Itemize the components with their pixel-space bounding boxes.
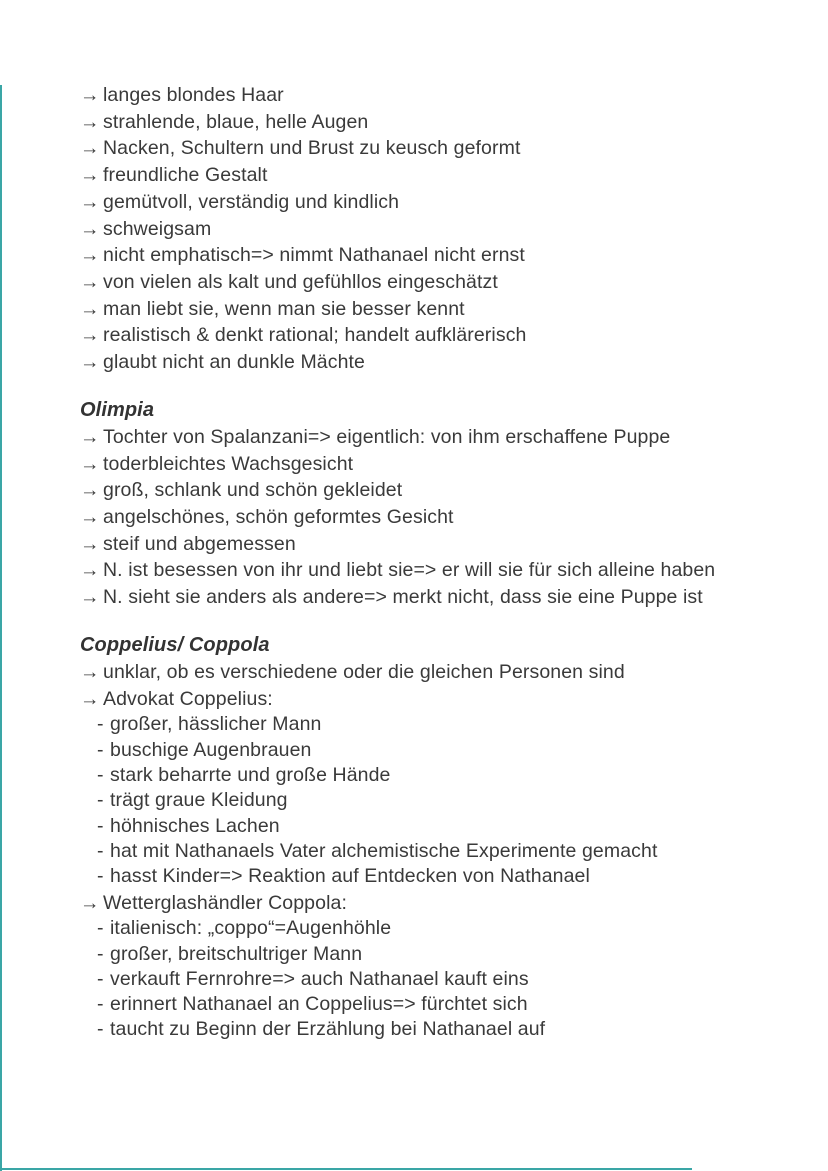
list-item [97, 814, 804, 839]
dash-marker: - [97, 764, 104, 787]
list-item [80, 189, 804, 216]
item-text: Advokat Coppelius: [103, 687, 273, 710]
item-text: strahlende, blaue, helle Augen [103, 110, 369, 133]
item-text: groß, schlank und schön gekleidet [103, 479, 403, 502]
list-item [80, 296, 804, 323]
list-item [80, 584, 804, 611]
section-title: Coppelius/ Coppola [80, 634, 270, 657]
item-text: taucht zu Beginn der Erzählung bei Nathanael auf [110, 1018, 546, 1041]
item-text: toderbleichtes Wachsgesicht [103, 452, 354, 475]
arrow-marker: → [80, 559, 100, 582]
arrow-marker: → [80, 110, 100, 133]
item-text: erinnert Nathanael an Coppelius=> fürchtet sich [110, 993, 528, 1016]
dash-marker: - [97, 967, 104, 990]
list-item [80, 242, 804, 269]
item-text: langes blondes Haar [103, 84, 284, 106]
item-text: schweigsam [103, 217, 212, 240]
item-text: N. sieht sie anders als andere=> merkt nicht, dass sie eine Puppe ist [103, 586, 703, 609]
dash-marker: - [97, 865, 104, 888]
list-item [80, 686, 804, 713]
item-text: angelschönes, schön geformtes Gesicht [103, 506, 454, 529]
list-item [97, 839, 804, 864]
notes-section [80, 632, 804, 1042]
item-text: stark beharrte und große Hände [110, 764, 391, 787]
item-text: Wetterglashändler Coppola: [103, 891, 347, 914]
list-item [80, 424, 804, 451]
list-item [80, 135, 804, 162]
arrow-marker: → [80, 479, 100, 502]
item-text: Nacken, Schultern und Brust zu keusch geformt [103, 137, 521, 160]
dash-marker: - [97, 917, 104, 940]
arrow-marker: → [80, 506, 100, 529]
list-item [80, 162, 804, 189]
arrow-marker: → [80, 351, 100, 374]
item-text: großer, breitschultriger Mann [110, 942, 363, 965]
dash-marker: - [97, 1018, 104, 1041]
arrow-marker: → [80, 137, 100, 160]
arrow-marker: → [80, 452, 100, 475]
list-item [80, 269, 804, 296]
item-text: italienisch: „coppo“=Augenhöhle [110, 917, 392, 940]
list-item [80, 557, 804, 584]
arrow-marker: → [80, 687, 100, 710]
list-item [97, 942, 804, 967]
list-item [80, 504, 804, 531]
item-text: von vielen als kalt und gefühllos eingeschätzt [103, 270, 498, 293]
list-item [97, 763, 804, 788]
item-text: höhnisches Lachen [110, 814, 280, 837]
list-item [97, 1017, 804, 1042]
dash-marker: - [97, 993, 104, 1016]
list-item [80, 322, 804, 349]
arrow-marker: → [80, 891, 100, 914]
item-text: Tochter von Spalanzani=> eigentlich: von ihm erschaffene Puppe [103, 425, 671, 448]
item-text: freundliche Gestalt [103, 164, 268, 187]
dash-marker: - [97, 839, 104, 862]
dash-marker: - [97, 713, 104, 736]
item-text: man liebt sie, wenn man sie besser kennt [103, 297, 465, 320]
dash-marker: - [97, 738, 104, 761]
dash-marker: - [97, 789, 104, 812]
item-text: N. ist besessen von ihr und liebt sie=> er will sie für sich alleine haben [103, 559, 716, 582]
list-item [80, 890, 804, 917]
list-item [97, 916, 804, 941]
arrow-marker: → [80, 164, 100, 187]
item-text: gemütvoll, verständig und kindlich [103, 190, 400, 213]
list-item [97, 712, 804, 737]
notes-section [80, 82, 804, 376]
item-text: hat mit Nathanaels Vater alchemistische Experimente gemacht [110, 839, 658, 862]
list-item [97, 788, 804, 813]
list-item [80, 477, 804, 504]
notes-content [80, 82, 804, 1043]
arrow-marker: → [80, 425, 100, 448]
item-text: steif und abgemessen [103, 532, 296, 555]
item-text: glaubt nicht an dunkle Mächte [103, 351, 365, 374]
item-text: großer, hässlicher Mann [110, 713, 322, 736]
item-text: realistisch & denkt rational; handelt aufklärerisch [103, 324, 527, 347]
list-item [80, 659, 804, 686]
list-item [97, 738, 804, 763]
list-item [80, 216, 804, 243]
item-text: trägt graue Kleidung [110, 789, 288, 812]
arrow-marker: → [80, 532, 100, 555]
arrow-marker: → [80, 586, 100, 609]
notes-section [80, 397, 804, 611]
item-text: verkauft Fernrohre=> auch Nathanael kauft eins [110, 967, 529, 990]
arrow-marker: → [80, 244, 100, 267]
dash-marker: - [97, 942, 104, 965]
arrow-marker: → [80, 661, 100, 684]
arrow-marker: → [80, 217, 100, 240]
arrow-marker: → [80, 190, 100, 213]
list-item [97, 864, 804, 889]
list-item [80, 531, 804, 558]
page-edge-line-left [0, 85, 2, 1171]
section-title: Olimpia [80, 399, 155, 422]
list-item [80, 109, 804, 136]
page-edge-line-bottom [0, 1168, 692, 1170]
arrow-marker: → [80, 84, 100, 106]
dash-marker: - [97, 814, 104, 837]
item-text: unklar, ob es verschiedene oder die gleichen Personen sind [103, 661, 625, 684]
list-item [80, 451, 804, 478]
list-item [97, 967, 804, 992]
arrow-marker: → [80, 270, 100, 293]
item-text: buschige Augenbrauen [110, 738, 312, 761]
list-item [97, 992, 804, 1017]
item-text: hasst Kinder=> Reaktion auf Entdecken von Nathanael [110, 865, 590, 888]
list-item [80, 349, 804, 376]
arrow-marker: → [80, 297, 100, 320]
arrow-marker: → [80, 324, 100, 347]
list-item [80, 82, 804, 109]
item-text: nicht emphatisch=> nimmt Nathanael nicht ernst [103, 244, 525, 267]
